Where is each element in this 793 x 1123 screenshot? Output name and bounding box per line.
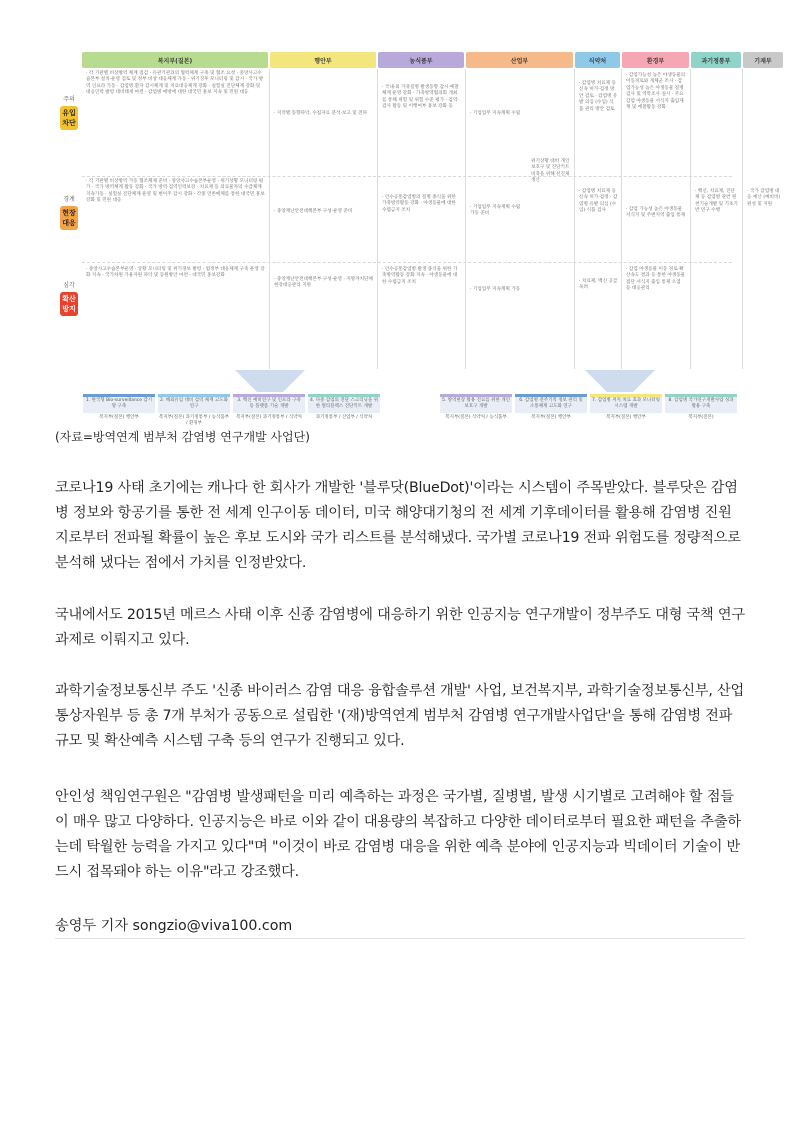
cell-mfds-caution: · 감염병 치료제 등 신속 허가·검정 방안 검토 · 감염병 유발 의심 (수입) 식품 관리 방안 검토 <box>579 81 618 112</box>
column-header-finance: 기재부 <box>743 52 783 68</box>
column-header-welfare: 복지부(질본) <box>82 52 268 68</box>
down-arrow-left <box>235 370 305 392</box>
task-title: 1. 한국형 Bio-surveillance 감시망 구축 <box>83 394 155 413</box>
cell-industry-serious: · 기업업무 지속계획 가동 <box>470 287 521 292</box>
cell-industry-caution: · 기업업무 지속계획 수립 <box>470 111 521 116</box>
grid-line <box>465 69 466 369</box>
grid-line <box>690 69 691 369</box>
column-header-science: 과기정통부 <box>691 52 741 68</box>
phase-serious-label: 심각 <box>63 282 75 289</box>
column-header-industry: 산업부 <box>466 52 573 68</box>
cell-science: · 백신, 치료제, 진단제 등 감염병 관련 원천기술개발 및 기초기반 연구 수행 <box>695 189 738 214</box>
cell-welfare-caution: · 각 기관별 비상방역 체계 점검 · 유관기관과의 협력체계 구축 및 협조 요청 · 중앙사고수습본부 설치·운영 검토 및 정부 비상 대응체계 가동 · 위기징후 모니터링 및 감시 · 국가 방역 인프라 가동 · 감염병 환자 감시체계 및 치료대응체계 강화 · 실험실 진단체계 강화 및 대응인력 발령 대비태세 마련 · 감염병 예방에 대한 대국민 홍보 지속 및 민원 대응 <box>86 71 264 96</box>
grid-line <box>621 69 622 369</box>
row-divider <box>82 262 732 263</box>
cell-agri-caution: · 국내·외 가축질병 발생동향 감시·예찰 체계 운영 강화 · 가축방역협의회 개최를 통해 위험 및 위험 수준 평가 · 검역·검사 활동 및 이행여부 홍보 강화 등 <box>382 85 459 110</box>
cell-welfare-serious: · 중앙사고수습본부운영 · 상황 모니터링 및 위기경보 발령 · 범정부 대응체계 구축 운영 강화 지속 · 국가차원 가용자원 파악 및 동원방안 마련 · 대국민 홍보강화 <box>86 267 265 279</box>
task-card <box>440 394 512 436</box>
cell-mfds-serious: · 치료제, 백신 공급 독려 <box>579 279 618 291</box>
cell-agri-alert: · 인수공통감염병의 질병 종식을 위한 가축방역활동 강화 · 야생동물에 대한 수렵금지 조치 <box>382 195 456 213</box>
response-system-diagram <box>55 48 781 426</box>
grid-line <box>574 69 575 369</box>
phase-caution <box>57 94 81 130</box>
grid-line <box>742 69 743 369</box>
cell-safety-caution: · 지역별 동향파악, 수집자료 분석·보고 및 전파 <box>274 111 368 116</box>
cell-safety-alert: · 중앙재난안전대책본부 구성·운영 준비 <box>274 209 353 214</box>
phase-caution-label: 주의 <box>63 96 75 103</box>
phase-caution-box: 유입 차단 <box>60 106 78 130</box>
cell-env-caution: · 감염가능성 높은 야생동물의 이동경로와 개체군 조사 · 감염가능성 높은 야생동물 질병검사 및 역학조사 실시 · 주요 감염 야생동물 서식지 출입제재 및 예찰활동 강화 <box>626 73 686 111</box>
task-card <box>665 394 737 436</box>
column-header-env: 환경부 <box>622 52 689 68</box>
column-header-safety: 행안부 <box>270 52 376 68</box>
task-dept: 과기정통부 / 산업부 / 식약처 <box>315 415 373 420</box>
phase-serious <box>57 280 81 316</box>
task-card <box>308 394 380 436</box>
task-title: 8. 감염병 국가연구개발사업 성과 활용 구축 <box>665 394 737 413</box>
task-title: 6. 감염병 전주기적 정보 관리 및 소통체계 고도화 연구 <box>515 394 587 413</box>
byline: 송영두 기자 songzio@viva100.com <box>55 918 293 934</box>
grid-line <box>377 69 378 369</box>
cell-agri-serious: · 인수공통감염병 발생 종식을 위한 가축방역활동 강화 지속 · 야생동물에 대한 수렵금지 조치 <box>382 267 458 285</box>
task-title: 2. 해외유입 대비 검역 체계 고도화 연구 <box>158 394 230 413</box>
phase-alert-label: 경계 <box>63 196 75 203</box>
figure-caption: (자료=방역연계 범부처 감염병 연구개발 사업단) <box>55 430 310 444</box>
row-divider <box>82 176 732 177</box>
cell-welfare-alert: · 각 기관별 비상방역 가동 협조체제 준비 · 중앙사고수습본부운영 · 위기상황 모니터링 평가 · 국가 방역체계 활동 강화 · 국가 방역·검역인력보강 · 치료제 등 의료물자의 수급체계 지속가동 · 실험실 진단체계 운영 및 변이주 감시 강화 · 각종 언론매체를 통한 대국민 홍보 강화 및 민원 대응 <box>86 179 265 204</box>
task-dept: 복지부(질본) 과기정통부 / 식약처 <box>236 415 302 420</box>
task-title: 5. 방역현장 활용 진료를 위한 개인보호구 개발 <box>440 394 512 413</box>
task-dept: 복지부(질본) <box>688 415 714 420</box>
cell-industry-stockpile: 위기상황 대비 개인보호구 및 진단키트 비축을 위해 선진제 생산 <box>531 159 570 184</box>
cell-env-serious: · 감염 야생동물 이동 경로·확산속도 결과 등 통한 야생동물 집단 서식지 출입 통제 오염 등 대응관리 <box>626 267 686 292</box>
task-dept: 복지부(질본) 행안부 <box>531 415 571 420</box>
cell-env-alert: · 감염 가능성 높은 야생동물 서식지 및 주변지역 출입 통제 <box>626 207 686 219</box>
article-paragraph: 코로나19 사태 초기에는 캐나다 한 회사가 개발한 '블루닷(BlueDot)'이라는 시스템이 주목받았다. 블루닷은 감염병 정보와 항공기를 통한 전 세계 인구이동 데이터, 미국 해양대기청의 전 세계 기후데이터를 활용해 감염병 진원지로부터 전파될 확률이 높은 후보 도시와 국가 리스트를 분석해냈다. 국가별 코로나19 전파 위험도를 정량적으로 분석해 냈다는 점에서 가치를 인정받았다. <box>55 480 741 571</box>
divider <box>55 938 745 939</box>
task-dept: 복지부(질본) 식약처 / 농식품부 <box>445 415 507 420</box>
cell-mfds-alert: · 감염병 치료제 등 신속 허가·검정 · 감염병 유발 의심 (수입) 식품 검사 <box>579 189 618 214</box>
article-paragraph: 과학기술정보통신부 주도 '신종 바이러스 감염 대응 융합솔루션 개발' 사업, 보건복지부, 과학기술정보통신부, 산업통상자원부 등 총 7개 부처가 공동으로 설립한 '(재)방역연계 범부처 감염병 연구개발사업단'을 통해 감염병 전파규모 및 확산예측 시스템 구축 등의 연구가 진행되고 있다. <box>55 683 744 749</box>
article-paragraph: 국내에서도 2015년 메르스 사태 이후 신종 감염병에 대응하기 위한 인공지능 연구개발이 정부주도 대형 국책 연구과제로 이뤄지고 있다. <box>55 607 745 648</box>
phase-serious-box: 확산 방지 <box>60 292 78 316</box>
phase-alert-box: 현장 대응 <box>60 206 78 230</box>
cell-safety-serious: · 중앙재난안전대책본부 구성·운영 · 지방자치단체 현장대응관리 지원 <box>274 277 373 289</box>
task-card <box>515 394 587 436</box>
phase-alert <box>57 194 81 230</box>
task-dept: 복지부(질본) 행안부 <box>606 415 646 420</box>
task-dept: 복지부(질본) 과기정통부 / 농식품부 / 환경부 <box>158 415 230 426</box>
task-title: 7. 감염병 저지 치료 효과 모니터링 시스템 개발 <box>590 394 662 413</box>
task-dept: 복지부(질본) 행안부 <box>99 415 139 420</box>
cell-finance: · 국가 감염병 대응 예산 (예비비) 편성 및 지원 <box>747 189 781 207</box>
grid-line <box>269 69 270 369</box>
cell-industry-alert: · 기업업무 지속계획 수립 가동 준비 <box>470 205 521 217</box>
task-title: 3. 백신 예비연구 및 인프라 구축 등 플랫폼 기술 개발 <box>233 394 305 413</box>
task-card <box>590 394 662 436</box>
down-arrow-right <box>585 370 655 392</box>
column-header-agri: 농식품부 <box>378 52 464 68</box>
article-paragraph: 안인성 책임연구원은 "감염병 발생패턴을 미리 예측하는 과정은 국가별, 질병별, 발생 시기별로 고려해야 할 점들이 매우 많고 다양하다. 인공지능은 바로 이와 같이 대용량의 복잡하고 다양한 데이터로부터 필요한 패턴을 추출하는데 탁월한 능력을 가지고 있다"며 "이것이 바로 감염병 대응을 위한 예측 분야에 인공지능과 빅데이터 기술이 반드시 접목돼야 하는 이유"라고 강조했다. <box>55 789 741 880</box>
task-title: 4. 다중 감염의 진단 스크리닝을 위한 멀티플렉스 진단키트 개발 <box>308 394 380 413</box>
column-header-mfds: 식약처 <box>575 52 620 68</box>
